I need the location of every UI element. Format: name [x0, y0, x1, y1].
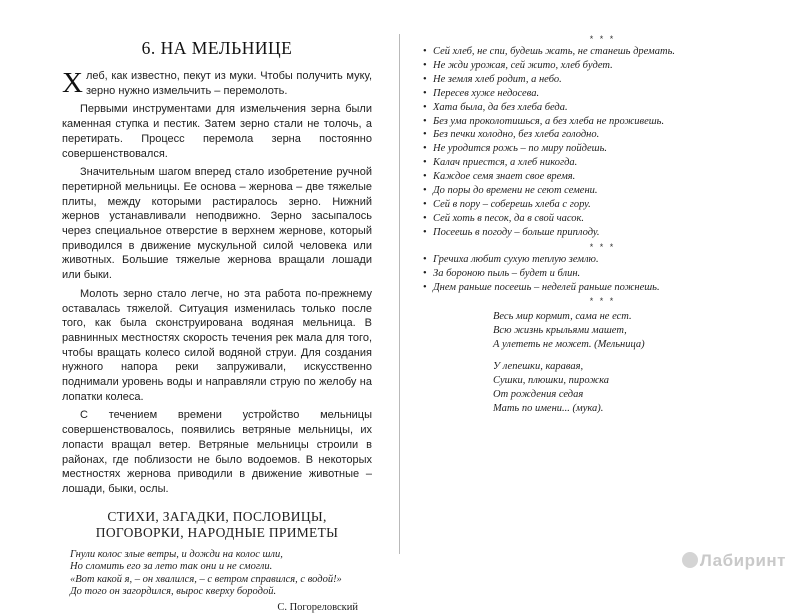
bullet-icon: • — [423, 143, 427, 155]
page-divider — [399, 34, 400, 554]
saying-text: Гречиха любит сухую теплую землю. — [433, 253, 599, 265]
saying-item — [423, 253, 782, 267]
bullet-icon: • — [423, 267, 427, 279]
bullet-icon: • — [423, 157, 427, 169]
separator-stars: * * * — [589, 296, 616, 307]
saying-text: Посеешь в погоду – больше приплоду. — [433, 226, 600, 238]
saying-text: Сей хлеб, не спи, будешь жать, не станешь дремать. — [433, 46, 675, 57]
paragraph-3: Значительным шагом вперед стало изобретение ручной перетирной мельницы. Ее основа – жернова – две тяжелые плиты, между которыми растиралось зерно. Нижний жернов устанавливали неподвижно. Зерно засыпалось через специальное отверстие в верхнем жернове, который приводился в движение мускульной силой человека или животных. Большие тяжелые жернова вращали лошади или быки. — [62, 166, 372, 282]
bullet-icon: • — [423, 185, 427, 197]
saying-text: Днем раньше посеешь – неделей раньше пожнешь. — [433, 281, 660, 293]
saying-item — [423, 142, 782, 156]
separator-stars: * * * — [589, 34, 616, 44]
bullet-icon: • — [423, 212, 427, 224]
saying-text: Сей хоть в песок, да в свой часок. — [433, 212, 585, 224]
riddle-line: Сушки, плюшки, пирожка — [493, 375, 609, 387]
saying-item — [423, 128, 782, 142]
saying-item — [423, 184, 782, 198]
saying-item — [423, 212, 782, 226]
paragraph-2: Первыми инструментами для измельчения зерна были каменная ступка и пестик. Затем зерно стали не толочь, а перетирать. Процесс перемола зерна постоянно совершенствовался. — [62, 103, 372, 160]
riddle-line: Всю жизнь крыльями машет, — [493, 325, 627, 337]
saying-item — [423, 198, 782, 212]
saying-text: Не земля хлеб родит, а небо. — [433, 73, 562, 85]
bullet-icon: • — [423, 129, 427, 141]
saying-item — [423, 87, 782, 101]
riddle-line: От рождения седая — [493, 388, 584, 400]
labirint-logo-icon — [682, 552, 698, 568]
bullet-icon: • — [423, 101, 427, 113]
saying-text: Не жди урожая, сей жито, хлеб будет. — [433, 59, 613, 71]
chapter-title: 6. НА МЕЛЬНИЦЕ — [141, 38, 293, 58]
saying-item — [423, 226, 782, 240]
bullet-icon: • — [423, 226, 427, 238]
bullet-icon: • — [423, 171, 427, 183]
bullet-icon: • — [423, 115, 427, 127]
bullet-icon: • — [423, 73, 427, 85]
bullet-icon: • — [423, 46, 427, 57]
labirint-watermark — [682, 551, 786, 571]
bullet-icon: • — [423, 198, 427, 210]
poem — [70, 549, 372, 599]
dropcap-letter: Х — [62, 67, 83, 99]
poem-line: До того он загордился, вырос кверху бородой. — [70, 586, 277, 598]
saying-text: Каждое семя знает свое время. — [433, 171, 576, 183]
saying-item — [423, 281, 782, 295]
riddle-line: У лепешки, каравая, — [493, 361, 584, 373]
saying-item — [423, 170, 782, 184]
bullet-icon: • — [423, 281, 427, 293]
paragraph-1 — [62, 69, 372, 98]
sayings-list-1 — [423, 45, 782, 240]
separator-stars: * * * — [589, 241, 616, 252]
saying-item — [423, 267, 782, 281]
poem-line: Гнули колос злые ветры, и дожди на колос шли, — [70, 548, 283, 560]
saying-text: Пересев хуже недосева. — [433, 87, 540, 99]
watermark-text: Лабиринт — [699, 551, 786, 570]
section-title: СТИХИ, ЗАГАДКИ, ПОСЛОВИЦЫ, ПОГОВОРКИ, НАРОДНЫЕ ПРИМЕТЫ — [95, 508, 339, 540]
saying-item — [423, 45, 782, 59]
riddle-mill — [493, 310, 782, 352]
bullet-icon: • — [423, 253, 427, 265]
saying-text: Без печки холодно, без хлеба голодно. — [433, 129, 600, 141]
poem-author: С. Погореловский — [277, 601, 358, 613]
saying-text: Без ума проколотишься, а без хлеба не проживешь. — [433, 115, 665, 127]
saying-item — [423, 73, 782, 87]
riddle-flour — [493, 360, 782, 416]
chapter-body — [62, 69, 372, 497]
riddle-line: Весь мир кормит, сама не ест. — [493, 311, 632, 323]
right-page — [401, 0, 800, 581]
paragraph-1-text: леб, как известно, пекут из муки. Чтобы получить муку, зерно нужно измельчить – перемолоть. — [85, 70, 372, 97]
poem-line: «Вот какой я, – он хвалился, – с ветром справился, с водой!» — [70, 573, 342, 585]
saying-item — [423, 115, 782, 129]
bullet-icon: • — [423, 59, 427, 71]
saying-item — [423, 101, 782, 115]
poem-line: Но сломить его за лето так они и не смогли. — [70, 561, 273, 573]
sayings-list-2 — [423, 253, 782, 295]
riddle-line: А улететь не может. (Мельница) — [493, 339, 645, 351]
saying-text: Не уродится рожь – по миру пойдешь. — [433, 143, 607, 155]
saying-item — [423, 59, 782, 73]
saying-text: Сей в пору – соберешь хлеба с гору. — [433, 198, 591, 210]
paragraph-5: С течением времени устройство мельницы совершенствовалось, появились ветряные мельницы, их лопасти вращал ветер. Ветряные мельницы строили в районах, где поблизости не было водоемов. В некоторых местностях жернова приводили в движение животные – лошади, быки, ослы. — [62, 409, 372, 495]
paragraph-4: Молоть зерно стало легче, но эта работа по-прежнему оставалась тяжелой. Ситуация изменилась только после того, как была сконструирована водяная мельница. В равнинных местностях скорость течения рек мала для того, чтобы вращать колесо силой водяной струи. Для создания нужного напора реки запруживали, искусственно поднимали уровень воды и направляли струю по желобу на лопатки колеса. — [62, 287, 372, 403]
saying-text: Хата была, да без хлеба беда. — [433, 101, 568, 113]
riddle-line: Мать по имени... (мука). — [493, 402, 604, 414]
saying-item — [423, 156, 782, 170]
saying-text: Калач приестся, а хлеб никогда. — [433, 157, 578, 169]
saying-text: За бороною пыль – будет и блин. — [433, 267, 581, 279]
bullet-icon: • — [423, 87, 427, 99]
saying-text: До поры до времени не сеют семени. — [433, 185, 598, 197]
